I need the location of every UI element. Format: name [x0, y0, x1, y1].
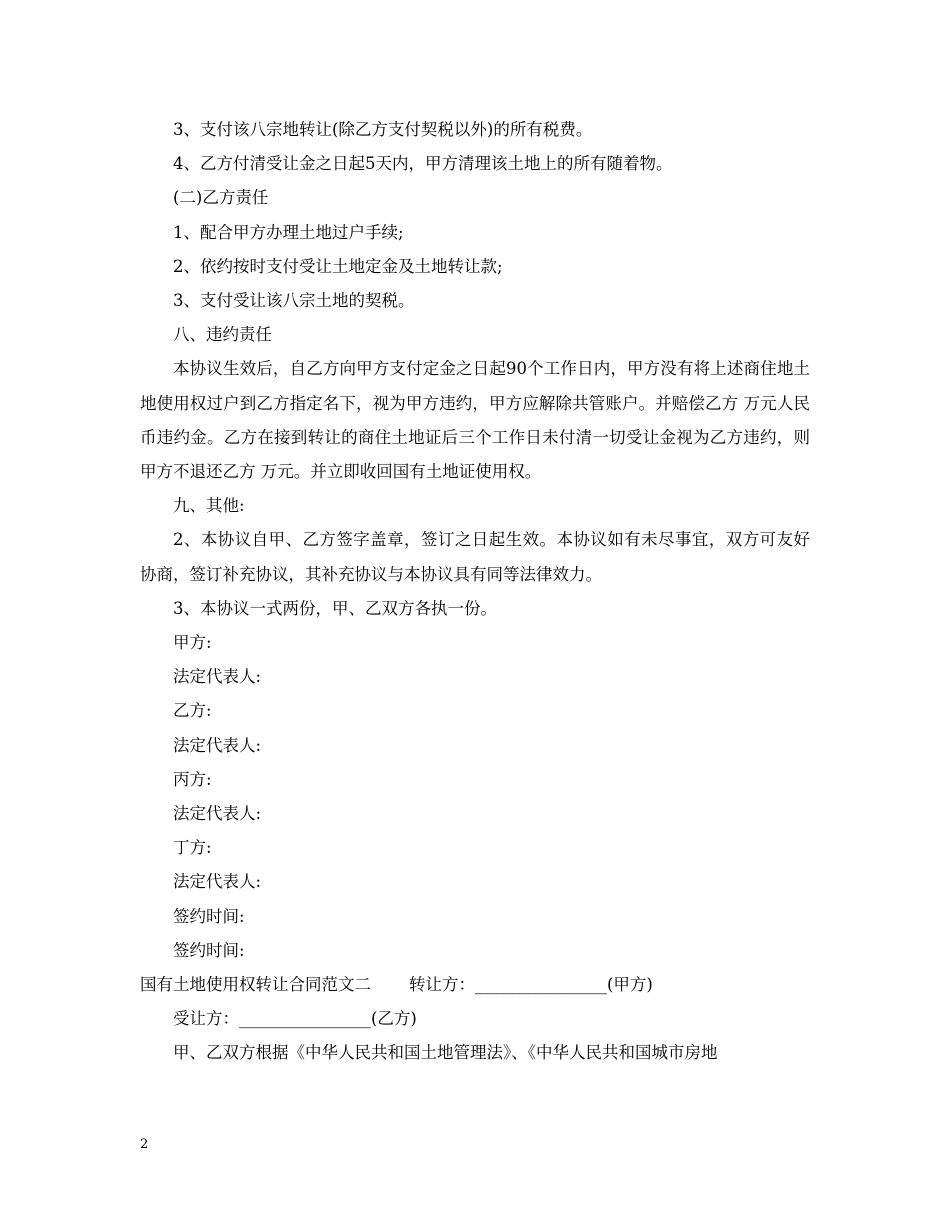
- duty-3: 3、支付受让该八宗土地的契税。: [173, 291, 415, 311]
- section-party-b-duties: (二)乙方责任: [173, 188, 269, 208]
- signing-date-1: 签约时间:: [173, 906, 245, 926]
- signature-legal-rep-a: 法定代表人:: [173, 667, 262, 687]
- signature-party-c: 丙方:: [173, 769, 212, 789]
- page-number: 2: [140, 1137, 149, 1152]
- signature-party-b: 乙方:: [173, 701, 212, 721]
- contract-title-line: [140, 968, 810, 1002]
- duty-2: 2、依约按时支付受让土地定金及土地转让款;: [173, 256, 503, 276]
- contract-title: 国有土地使用权转让合同范文二: [140, 975, 371, 995]
- signature-legal-rep-d: 法定代表人:: [173, 872, 262, 892]
- breach-paragraph: 本协议生效后，自乙方向甲方支付定金之日起90个工作日内，甲方没有将上述商住地土地使用权过户到乙方指定名下，视为甲方违约，甲方应解除共管账户。并赔偿乙方 万元人民币违约金。乙方在接到转让的商住土地证后三个工作日未付清一切受让金视为乙方违约，则甲方不退还乙方 万元。并立即收回国有土地证使用权。: [140, 359, 810, 482]
- signature-legal-rep-c: 法定代表人:: [173, 804, 262, 824]
- signature-legal-rep-b: 法定代表人:: [173, 735, 262, 755]
- clause-4-clear-land: 4、乙方付清受让金之日起5天内，甲方清理该土地上的所有随着物。: [173, 154, 673, 174]
- transferee-line: 受让方：________________(乙方): [173, 1009, 417, 1029]
- section-breach-heading: 八、违约责任: [173, 325, 272, 345]
- other-clause-2: 2、本协议自甲、乙方签字盖章，签订之日起生效。本协议如有未尽事宜，双方可友好协商，签订补充协议，其补充协议与本协议具有同等法律效力。: [140, 530, 810, 584]
- section-other-heading: 九、其他:: [173, 496, 245, 516]
- signature-party-d: 丁方:: [173, 838, 212, 858]
- signing-date-2: 签约时间:: [173, 940, 245, 960]
- other-clause-3: 3、本协议一式两份，甲、乙双方各执一份。: [173, 598, 497, 618]
- transferor-line: 转让方：________________(甲方): [409, 975, 653, 995]
- duty-1: 1、配合甲方办理土地过户手续;: [173, 222, 404, 242]
- signature-party-a: 甲方:: [173, 633, 212, 653]
- document-body: [140, 113, 810, 1071]
- clause-3-taxes: 3、支付该八宗地转让(除乙方支付契税以外)的所有税费。: [173, 120, 593, 139]
- legal-basis-paragraph: 甲、乙双方根据《中华人民共和国土地管理法》、《中华人民共和国城市房地: [173, 1043, 718, 1063]
